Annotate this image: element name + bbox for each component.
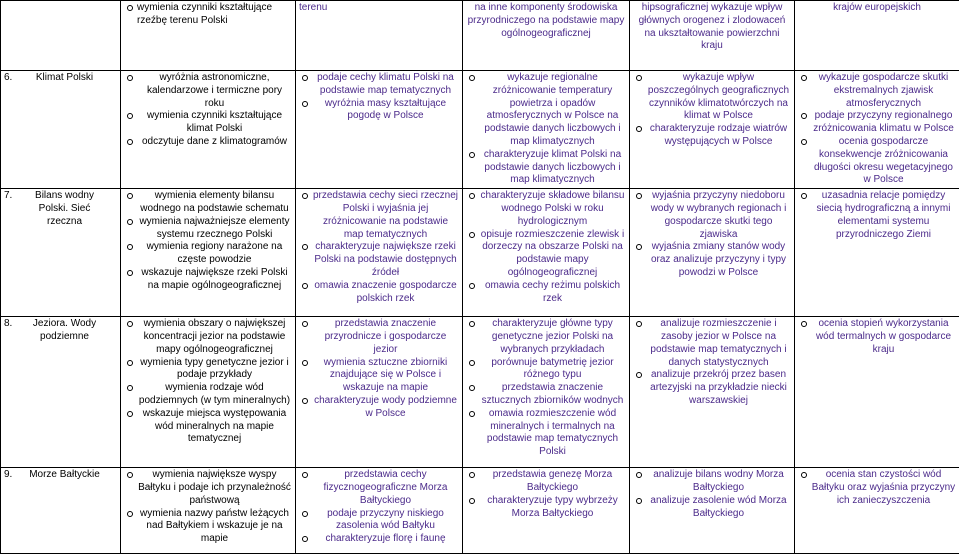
exceeding-requirements-cell xyxy=(795,71,959,189)
topic-title: Morze Bałtyckie xyxy=(29,469,100,481)
list-item: przedstawia cechy sieci rzecznej Polski i wyjaśnia jej zróżnicowanie na podstawie map tematycznych xyxy=(312,190,459,240)
extended-requirements-cell xyxy=(296,468,463,554)
list-item: analizuje bilans wodny Morza Bałtyckiego xyxy=(646,469,791,495)
topic-number: 8. xyxy=(4,318,13,330)
list-item: analizuje rozmieszczenie i zasoby jezior w Polsce na podstawie map tematycznych i danych statystycznych xyxy=(646,318,791,369)
list-item: uzasadnia relacje pomiędzy siecią hydrograficzną a innymi elementami systemu przyrodniczego Ziemi xyxy=(811,190,956,241)
list-item: ocenia stopień wykorzystania wód termalnych w gospodarce kraju xyxy=(811,318,956,356)
requirements-list xyxy=(633,318,791,408)
topic-number: 7. xyxy=(4,190,13,202)
list-item: omawia znaczenie gospodarcze polskich rzek xyxy=(312,280,459,306)
requirements-list xyxy=(299,469,459,546)
requirements-list xyxy=(124,190,292,292)
requirements-list xyxy=(299,72,459,123)
topic-number: 6. xyxy=(4,72,13,83)
list-item: analizuje przekrój przez basen artezyjski na przykładzie niecki warszawskiej xyxy=(646,369,791,407)
extended-requirements-cell xyxy=(296,317,463,468)
requirements-list xyxy=(633,469,791,520)
list-item: omawia rozmieszczenie wód mineralnych i termalnych na podstawie map tematycznych Polski xyxy=(479,408,626,459)
list-item: charakteryzuje florę i faunę xyxy=(312,533,459,546)
list-item: wymienia regiony narażone na częste powodzie xyxy=(137,241,292,267)
list-item: wymienia sztuczne zbiorniki znajdujące się w Polsce i wskazuje na mapie xyxy=(312,357,459,395)
topic-title: Bilans wodny Polski. Sieć rzeczna xyxy=(35,190,94,227)
requirements-list xyxy=(124,2,292,28)
list-item: analizuje zasolenie wód Morza Bałtyckiego xyxy=(646,495,791,521)
table-row xyxy=(1,71,959,189)
list-item: charakteryzuje największe rzeki Polski na podstawie dostępnych źródeł xyxy=(312,241,459,279)
requirements-list xyxy=(798,190,956,241)
basic-requirements-cell xyxy=(121,1,296,71)
cell-text: krajów europejskich xyxy=(833,2,921,13)
requirements-list xyxy=(798,469,956,507)
list-item: charakteryzuje składowe bilansu wodnego Polski w roku hydrologicznym xyxy=(480,190,625,227)
requirements-list xyxy=(466,190,626,305)
topic-cell xyxy=(1,189,121,317)
exceeding-requirements-cell xyxy=(795,468,959,554)
list-item: charakteryzuje klimat Polski na podstawie danych liczbowych i map klimatycznych xyxy=(479,149,626,187)
extended-requirements-cell xyxy=(296,71,463,189)
requirements-list xyxy=(466,469,626,520)
table-row xyxy=(1,189,959,317)
advanced-requirements-cell xyxy=(463,71,630,189)
requirements-list xyxy=(124,318,292,446)
topic-cell xyxy=(1,1,121,71)
exceeding-requirements-cell xyxy=(795,317,959,468)
table-row xyxy=(1,317,959,468)
topic-title: Jeziora. Wody podziemne xyxy=(32,318,97,342)
requirements-list xyxy=(633,190,791,280)
extended-requirements-cell xyxy=(296,189,463,317)
list-item: wymienia rodzaje wód podziemnych (w tym mineralnych) xyxy=(138,382,291,406)
requirements-list xyxy=(124,72,292,149)
advanced-requirements-cell xyxy=(463,317,630,468)
list-item: wymienia elementy bilansu wodnego na podstawie schematu xyxy=(137,190,292,216)
requirements-list xyxy=(798,318,956,356)
cell-text: hipsograficznej wykazuje wpływ głównych orogenez i zlodowaceń na ukształtowanie powierzchni kraju xyxy=(638,2,786,52)
table-row xyxy=(1,468,959,554)
basic-requirements-cell xyxy=(121,468,296,554)
requirements-list xyxy=(798,72,956,187)
list-item: wymienia typy genetyczne jezior i podaje przykłady xyxy=(137,357,292,383)
extended-requirements-cell xyxy=(296,1,463,71)
topic-number: 9. xyxy=(4,469,13,481)
list-item: wykazuje regionalne zróżnicowanie temperatury powietrza i opadów atmosferycznych w Polsce na podstawie danych liczbowych i map klimatycznych xyxy=(479,72,626,149)
list-item: charakteryzuje wody podziemne w Polsce xyxy=(312,395,459,421)
list-item: podaje przyczyny regionalnego zróżnicowania klimatu w Polsce xyxy=(811,110,956,136)
advanced-requirements-cell xyxy=(463,1,630,71)
list-item: wymienia czynniki kształtujące klimat Polski xyxy=(137,110,292,136)
list-item: wymienia czynniki kształtujące rzeźbę terenu Polski xyxy=(137,2,292,28)
list-item: wskazuje miejsca występowania wód mineralnych na mapie tematycznej xyxy=(137,408,292,446)
list-item: przedstawia znaczenie przyrodnicze i gospodarcze jezior xyxy=(312,318,459,356)
requirements-list xyxy=(633,72,791,149)
list-item: wymienia największe wyspy Bałtyku i podaje ich przynależność państwową xyxy=(138,469,291,506)
exceeding-requirements-cell xyxy=(795,1,959,71)
list-item: porównuje batymetrię jezior różnego typu xyxy=(479,357,626,383)
basic-requirements-cell xyxy=(121,317,296,468)
advanced-requirements-cell xyxy=(463,468,630,554)
basic-requirements-cell xyxy=(121,71,296,189)
cell-text: terenu xyxy=(299,2,328,13)
list-item: ocenia gospodarcze konsekwencje zróżnicowania długości okresu wegetacyjnego w Polsce xyxy=(811,136,956,187)
exceeding-requirements-cell xyxy=(795,189,959,317)
complete-requirements-cell xyxy=(630,71,795,189)
list-item: przedstawia genezę Morza Bałtyckiego xyxy=(479,469,626,495)
complete-requirements-cell xyxy=(630,317,795,468)
requirements-list xyxy=(466,318,626,459)
list-item: wykazuje wpływ poszczególnych geograficznych czynników klimatotwórczych na klimat w Polsce xyxy=(647,72,790,122)
requirements-list xyxy=(299,318,459,420)
complete-requirements-cell xyxy=(630,468,795,554)
list-item: wyjaśnia przyczyny niedoboru wody w wybranych regionach i gospodarcze skutki tego zjawiska xyxy=(646,190,791,241)
topic-title: Klimat Polski xyxy=(35,72,94,83)
cell-text: na inne komponenty środowiska przyrodniczego na podstawie mapy ogólnogeograficznej xyxy=(467,2,625,39)
list-item: przedstawia cechy fizycznogeograficzne Morza Bałtyckiego xyxy=(312,469,459,507)
complete-requirements-cell xyxy=(630,189,795,317)
list-item: wyjaśnia zmiany stanów wody oraz analizuje przyczyny i typy powodzi w Polsce xyxy=(646,241,791,279)
list-item: wymienia nazwy państw leżących nad Bałtykiem i wskazuje je na mapie xyxy=(137,508,292,546)
list-item: przedstawia znaczenie sztucznych zbiorników wodnych xyxy=(479,382,626,408)
requirements-list xyxy=(299,190,459,305)
list-item: wymienia obszary o największej koncentracji jezior na podstawie mapy ogólnogeograficznej xyxy=(137,318,292,356)
complete-requirements-cell xyxy=(630,1,795,71)
list-item: wyróżnia masy kształtujące pogodę w Polsce xyxy=(312,98,459,124)
list-item: wyróżnia astronomiczne, kalendarzowe i termiczne pory roku xyxy=(137,72,292,110)
list-item: opisuje rozmieszczenie zlewisk i dorzeczy na obszarze Polski na podstawie mapy ogólnogeograficznej xyxy=(480,228,625,278)
list-item: omawia cechy reżimu polskich rzek xyxy=(479,280,626,306)
list-item: podaje cechy klimatu Polski na podstawie map tematycznych xyxy=(312,72,459,98)
list-item: wskazuje największe rzeki Polski na mapie ogólnogeograficznej xyxy=(137,267,292,293)
list-item: wymienia najważniejsze elementy systemu rzecznego Polski xyxy=(137,216,292,242)
list-item: charakteryzuje rodzaje wiatrów występujących w Polsce xyxy=(646,123,791,149)
list-item: charakteryzuje główne typy genetyczne jezior Polski na wybranych przykładach xyxy=(479,318,626,356)
requirements-list xyxy=(466,72,626,187)
topic-cell xyxy=(1,317,121,468)
requirements-list xyxy=(124,469,292,546)
list-item: wykazuje gospodarcze skutki ekstremalnych zjawisk atmosferycznych xyxy=(811,72,956,110)
list-item: podaje przyczyny niskiego zasolenia wód Bałtyku xyxy=(312,508,459,534)
topic-cell xyxy=(1,468,121,554)
topic-cell xyxy=(1,71,121,189)
list-item: odczytuje dane z klimatogramów xyxy=(137,136,292,149)
list-item: charakteryzuje typy wybrzeży Morza Bałtyckiego xyxy=(479,495,626,521)
list-item: ocenia stan czystości wód Bałtyku oraz wyjaśnia przyczyny ich zanieczyszczenia xyxy=(811,469,956,506)
advanced-requirements-cell xyxy=(463,189,630,317)
basic-requirements-cell xyxy=(121,189,296,317)
table-row xyxy=(1,1,959,71)
